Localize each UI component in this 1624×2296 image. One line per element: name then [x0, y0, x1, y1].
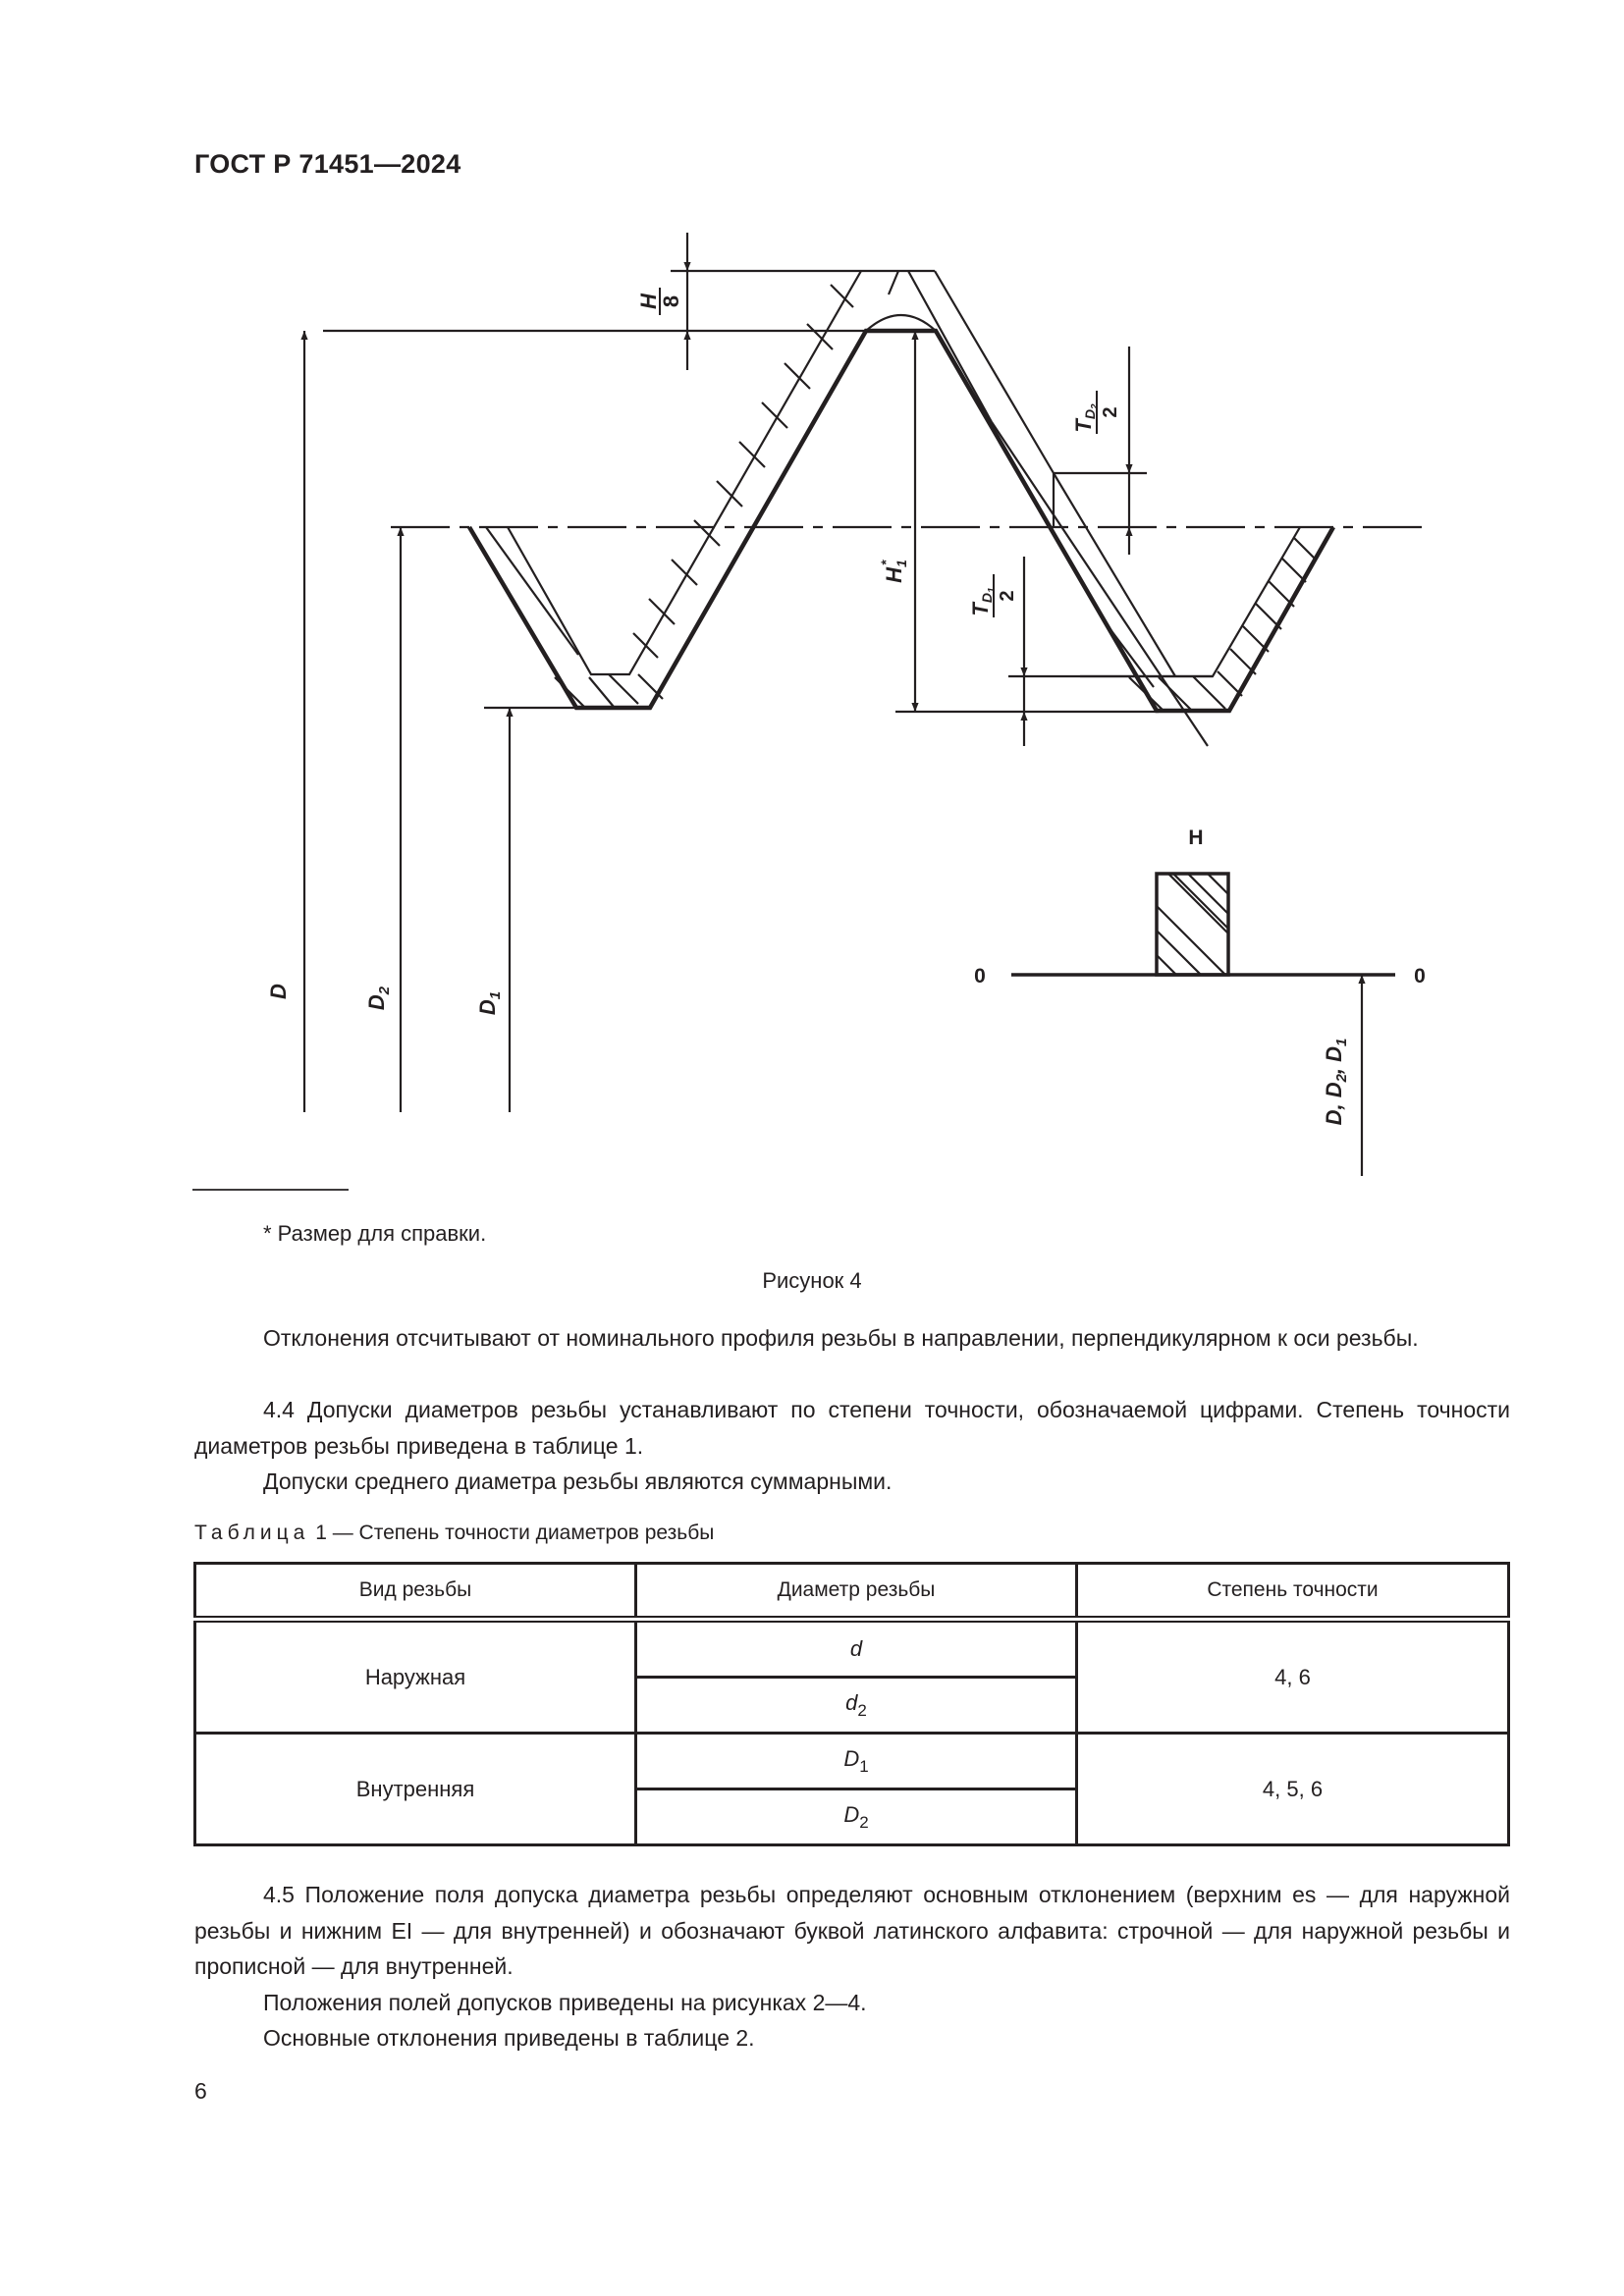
cell-thread-type: Внутренняя: [195, 1734, 636, 1845]
paragraph-field-positions: Положения полей допусков приведены на рисунках 2—4.: [263, 1990, 867, 2015]
header-thread-diameter: Диаметр резьбы: [636, 1564, 1077, 1620]
table-1-caption: Таблица 1 — Степень точности диаметров резьбы: [194, 1522, 715, 1544]
zero-left-label: 0: [974, 965, 986, 988]
cell-accuracy: 4, 6: [1077, 1620, 1509, 1734]
nominal-profile: [469, 331, 1333, 711]
table-row: [195, 1734, 1509, 1789]
d1-label: [475, 991, 504, 1015]
cell-diameter: d: [636, 1620, 1077, 1678]
paragraph-tolerances-sum: Допуски среднего диаметра резьбы являются суммарными.: [263, 1468, 893, 1494]
table-header-row: [195, 1564, 1509, 1620]
cell-thread-type: Наружная: [195, 1620, 636, 1734]
svg-text:H1*: $H_1*$: [878, 560, 909, 583]
svg-text:2: 2: [997, 590, 1018, 602]
svg-text:TD1: TD1: [968, 587, 998, 616]
svg-text:H: H: [636, 294, 661, 309]
page-number: 6: [194, 2078, 207, 2104]
cell-diameter: $d_2$: [636, 1678, 1077, 1734]
svg-text:D1: $D_1$: [475, 990, 504, 1016]
cell-diameter: $D_1$: [636, 1734, 1077, 1789]
header-thread-type: Вид резьбы: [195, 1564, 636, 1620]
svg-text:8: 8: [659, 294, 683, 308]
cell-accuracy: 4, 5, 6: [1077, 1734, 1509, 1845]
crest-arc: [866, 315, 936, 331]
td2-over-2-label: [1071, 391, 1121, 434]
h-over-8-label: [636, 288, 683, 315]
field-name-label: H: [1188, 827, 1204, 849]
paragraph-4-4: 4.4 Допуски диаметров резьбы устанавливают по степени точности, обозначаемой цифрами. Степень точности диаметров резьбы приведена в таблице 1.: [194, 1397, 1510, 1459]
table-row: [195, 1620, 1509, 1678]
cell-diameter: $D_2$: [636, 1789, 1077, 1845]
svg-text:2: 2: [1100, 406, 1121, 418]
h1-star-label: [878, 560, 909, 583]
table-1-accuracy-grades: [193, 1562, 1510, 1846]
figure-caption: Рисунок 4: [762, 1268, 862, 1293]
field-diameters-label: [1322, 1039, 1350, 1126]
svg-text:D: D: [266, 984, 291, 999]
svg-text:D2: $D_2$: [364, 986, 393, 1011]
hatching-flank: [555, 285, 853, 707]
td1-over-2-label: [968, 574, 1018, 617]
d2-label: [364, 986, 393, 1010]
header-accuracy-grade: Степень точности: [1077, 1564, 1509, 1620]
d-label: [266, 984, 291, 999]
svg-text:D, D2, D1: D, $D_2$, $D_1$: [1322, 1038, 1350, 1126]
figure-footnote: * Размер для справки.: [263, 1221, 487, 1246]
max-profile-right-groove: [1080, 527, 1300, 676]
paragraph-4-5: 4.5 Положение поля допуска диаметра резьбы определяют основным отклонением (верхним es — для наружной резьбы и нижним EI — для внутренней) и обозначают буквой латинского алфавита: строчной — для наружной резьбы и прописной — для внутренней.: [194, 1882, 1510, 1979]
paragraph-deviations: Отклонения отсчитывают от номинального профиля резьбы в направлении, перпендикулярном к оси резьбы.: [263, 1325, 1419, 1351]
paragraph-basic-deviations: Основные отклонения приведены в таблице 2.: [263, 2025, 755, 2051]
svg-text:TD2: TD2: [1071, 403, 1101, 433]
document-header: ГОСТ Р 71451—2024: [194, 149, 461, 179]
zero-right-label: 0: [1414, 965, 1426, 988]
